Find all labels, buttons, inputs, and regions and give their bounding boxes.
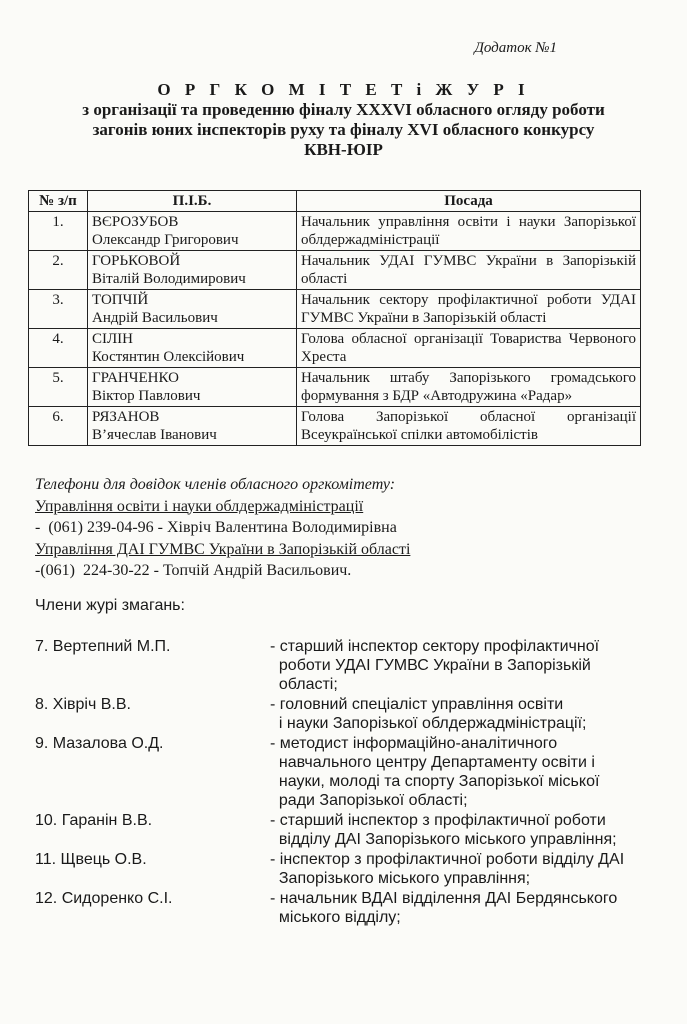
surname: РЯЗАНОВ (92, 409, 160, 425)
phone-org-education: Управління освіти і науки облдержадміністрації (35, 497, 364, 515)
surname: ВЄРОЗУБОВ (92, 214, 179, 230)
document-title (0, 80, 687, 160)
row-number: 6. (29, 407, 88, 446)
jury-role-line: - інспектор з профілактичної роботи відділу ДАІ (270, 851, 625, 868)
col-header-position: Посада (297, 191, 641, 212)
jury-role-line: - старший інспектор сектору профілактичної (270, 638, 600, 655)
jury-role-line: роботи УДАІ ГУМВС України в Запорізькій (270, 657, 591, 674)
jury-role-line: - старший інспектор з профілактичної роботи (270, 812, 606, 829)
jury-member-role (270, 734, 655, 810)
row-position: Голова обласної організації Товариства Червоного Хреста (297, 329, 641, 368)
row-position: Голова Запорізької обласної організації Всеукраїнської спілки автомобілістів (297, 407, 641, 446)
jury-member-name: 8. Хівріч В.В. (35, 696, 131, 713)
jury-role-line: ради Запорізької області; (270, 792, 468, 809)
table-row (29, 212, 641, 251)
row-number: 5. (29, 368, 88, 407)
jury-member-name: 11. Щвець О.В. (35, 851, 147, 868)
title-line: загонів юних інспекторів руху та фіналу XVI обласного конкурсу (92, 120, 595, 139)
given-names: Олександр Григорович (92, 232, 239, 248)
orgcommittee-table (28, 190, 641, 446)
given-names: Віталій Володимирович (92, 271, 246, 287)
jury-role-line: науки, молоді та спорту Запорізької міської (270, 773, 600, 790)
phones-section (35, 474, 655, 582)
jury-role-line: Запорізького міського управління; (270, 870, 531, 887)
row-number: 4. (29, 329, 88, 368)
jury-member (35, 695, 655, 733)
row-full-name (88, 329, 297, 368)
surname: СІЛІН (92, 331, 134, 347)
jury-member-role (270, 889, 655, 927)
jury-role-line: відділу ДАІ Запорізького міського управління; (270, 831, 617, 848)
row-full-name (88, 290, 297, 329)
jury-member-role (270, 637, 655, 694)
row-number: 1. (29, 212, 88, 251)
jury-member-name: 10. Гаранін В.В. (35, 812, 153, 829)
phone-line-dai: -(061) 224-30-22 - Топчій Андрій Васильович. (35, 562, 352, 579)
jury-role-line: і науки Запорізької облдержадміністрації; (270, 715, 587, 732)
row-full-name (88, 368, 297, 407)
phones-heading: Телефони для довідок членів обласного оргкомітету: (35, 476, 396, 493)
jury-member-role (270, 850, 655, 888)
row-position: Начальник штабу Запорізького громадського формування з БДР «Автодружина «Радар» (297, 368, 641, 407)
given-names: Віктор Павлович (92, 388, 201, 404)
jury-member-name: 7. Вертепний М.П. (35, 638, 171, 655)
row-position: Начальник УДАІ ГУМВС України в Запорізькій області (297, 251, 641, 290)
jury-role-line: навчального центру Департаменту освіти і (270, 754, 595, 771)
jury-member (35, 850, 655, 888)
jury-member-name: 9. Мазалова О.Д. (35, 735, 164, 752)
jury-member (35, 811, 655, 849)
surname: ГОРЬКОВОЙ (92, 253, 181, 269)
jury-role-line: міського відділу; (270, 909, 401, 926)
jury-member-role (270, 695, 655, 733)
row-full-name (88, 251, 297, 290)
appendix-label: Додаток №1 (474, 40, 557, 56)
phone-org-dai: Управління ДАІ ГУМВС України в Запорізькій області (35, 540, 411, 558)
title-main: О Р Г К О М І Т Е Т і Ж У Р І (157, 80, 530, 99)
row-number: 2. (29, 251, 88, 290)
table-row (29, 329, 641, 368)
row-position: Начальник управління освіти і науки Запорізької облдержадміністрації (297, 212, 641, 251)
jury-member (35, 734, 655, 810)
given-names: В’ячеслав Іванович (92, 427, 217, 443)
jury-heading: Члени журі змагань: (35, 597, 185, 614)
row-full-name (88, 407, 297, 446)
table-row (29, 368, 641, 407)
jury-member-role (270, 811, 655, 849)
surname: ТОПЧІЙ (92, 292, 149, 308)
col-header-number: № з/п (29, 191, 88, 212)
title-line: КВН-ЮІР (304, 140, 383, 159)
jury-role-line: - головний спеціаліст управління освіти (270, 696, 564, 713)
given-names: Андрій Васильович (92, 310, 218, 326)
phone-line-education: - (061) 239-04-96 - Хівріч Валентина Володимирівна (35, 519, 397, 536)
jury-role-line: - методист інформаційно-аналітичного (270, 735, 558, 752)
row-position: Начальник сектору профілактичної роботи УДАІ ГУМВС України в Запорізькій області (297, 290, 641, 329)
surname: ГРАНЧЕНКО (92, 370, 179, 386)
title-line: з організації та проведенню фіналу XXXVI обласного огляду роботи (82, 100, 605, 119)
jury-role-line: області; (270, 676, 338, 693)
jury-role-line: - начальник ВДАІ відділення ДАІ Бердянського (270, 890, 618, 907)
row-full-name (88, 212, 297, 251)
table-header-row (29, 191, 641, 212)
table-row (29, 407, 641, 446)
jury-member-name: 12. Сидоренко С.І. (35, 890, 173, 907)
row-number: 3. (29, 290, 88, 329)
jury-member (35, 637, 655, 694)
table-row (29, 251, 641, 290)
given-names: Костянтин Олексійович (92, 349, 245, 365)
table-row (29, 290, 641, 329)
jury-list (35, 637, 655, 928)
col-header-name: П.І.Б. (88, 191, 297, 212)
jury-member (35, 889, 655, 927)
